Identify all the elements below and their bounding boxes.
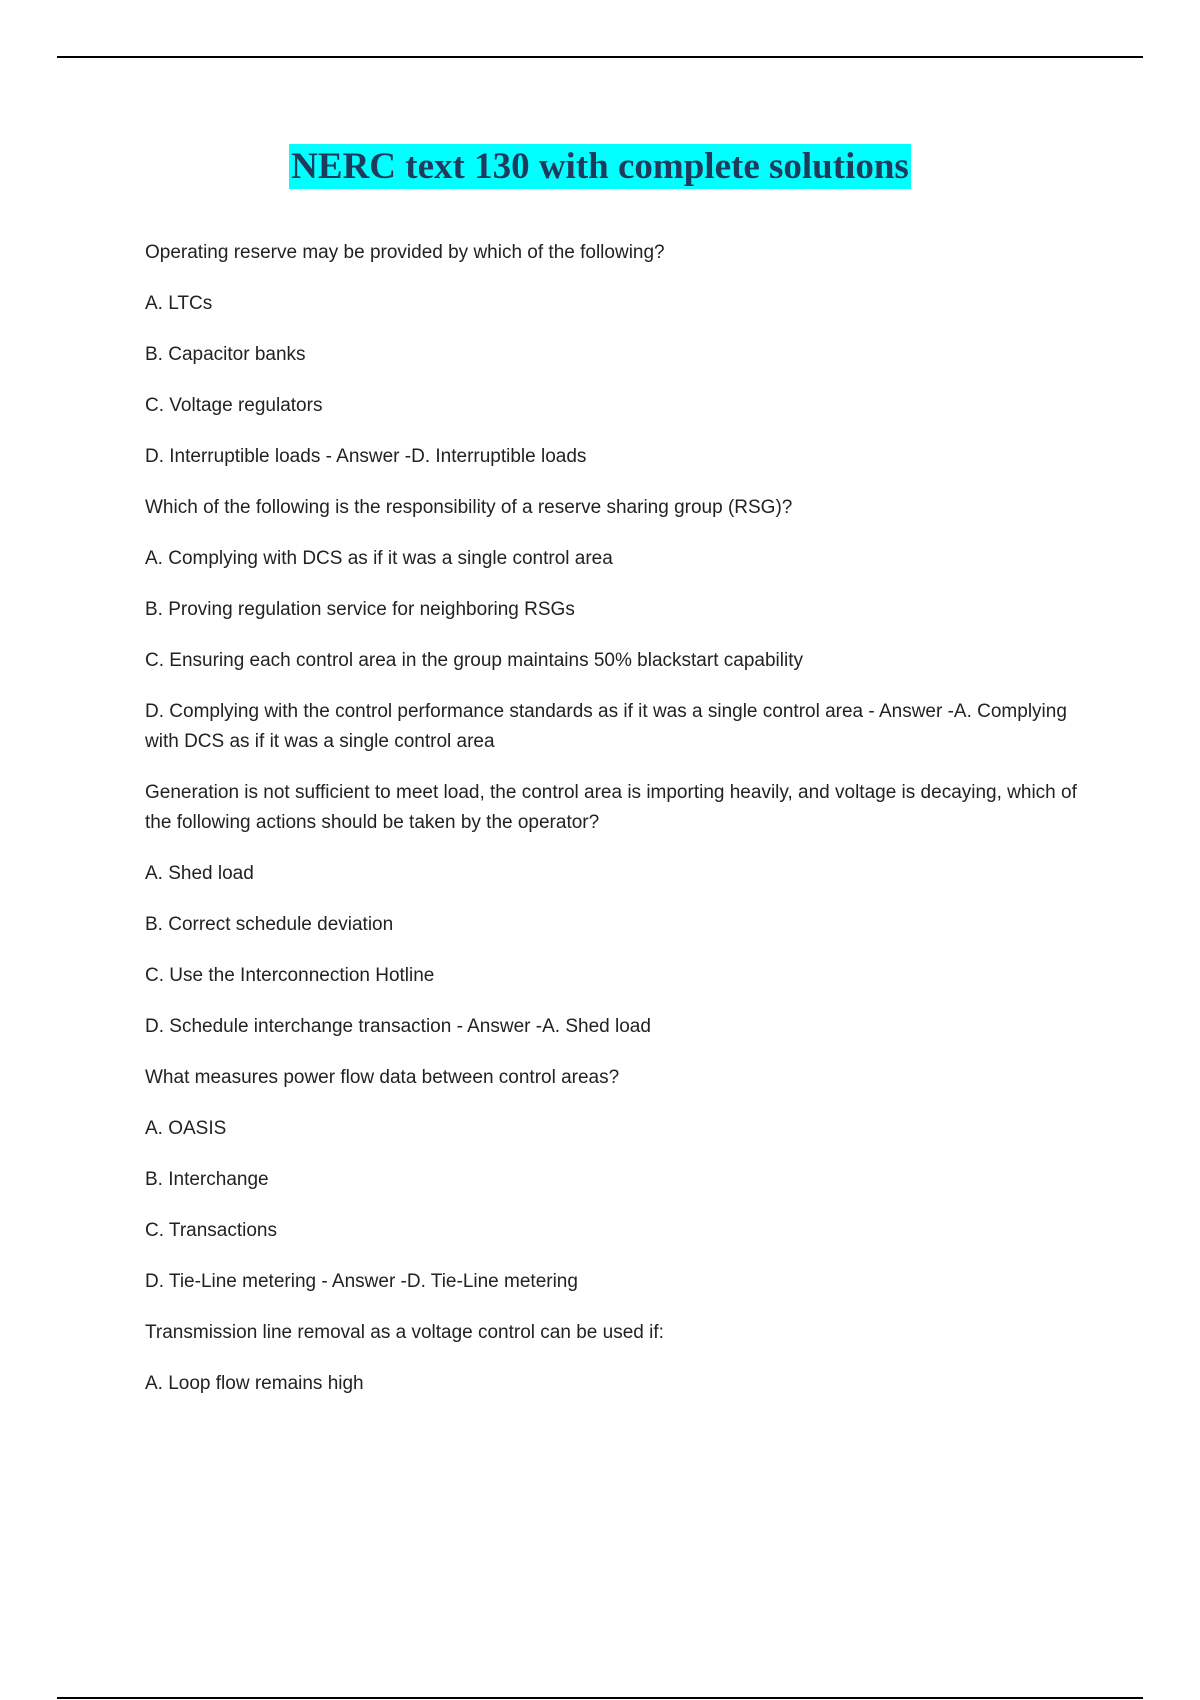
bottom-rule — [57, 1697, 1143, 1699]
question-2: Which of the following is the responsibility of a reserve sharing group (RSG)? — [145, 497, 793, 518]
question-4-option-b: B. Interchange — [145, 1169, 269, 1190]
question-5: Transmission line removal as a voltage control can be used if: — [145, 1322, 664, 1343]
question-1-option-a: A. LTCs — [145, 293, 213, 314]
question-4-option-d-answer: D. Tie-Line metering - Answer -D. Tie-Line metering — [145, 1271, 578, 1292]
question-3: Generation is not sufficient to meet load, the control area is importing heavily, and voltage is decaying, which of the following actions should be taken by the operator? — [145, 782, 1077, 833]
question-1: Operating reserve may be provided by which of the following? — [145, 242, 665, 263]
question-5-option-a: A. Loop flow remains high — [145, 1373, 364, 1394]
question-1-option-b: B. Capacitor banks — [145, 344, 306, 365]
question-4-option-a: A. OASIS — [145, 1118, 227, 1139]
top-rule — [57, 56, 1143, 58]
question-2-option-c: C. Ensuring each control area in the group maintains 50% blackstart capability — [145, 650, 803, 671]
question-2-option-a: A. Complying with DCS as if it was a single control area — [145, 548, 613, 569]
question-3-option-b: B. Correct schedule deviation — [145, 914, 394, 935]
document-body — [145, 238, 1085, 1420]
question-4-option-c: C. Transactions — [145, 1220, 277, 1241]
question-2-option-b: B. Proving regulation service for neighboring RSGs — [145, 599, 575, 620]
title-container — [0, 144, 1200, 189]
document-title: NERC text 130 with complete solutions — [291, 146, 909, 187]
question-3-option-c: C. Use the Interconnection Hotline — [145, 965, 435, 986]
question-1-option-c: C. Voltage regulators — [145, 395, 323, 416]
question-2-option-d-answer: D. Complying with the control performance standards as if it was a single control area - Answer -A. Complying with DCS as if it was a single control area — [145, 701, 1067, 752]
question-4: What measures power flow data between control areas? — [145, 1067, 620, 1088]
question-3-option-d-answer: D. Schedule interchange transaction - Answer -A. Shed load — [145, 1016, 651, 1037]
question-3-option-a: A. Shed load — [145, 863, 254, 884]
question-1-option-d-answer: D. Interruptible loads - Answer -D. Interruptible loads — [145, 446, 587, 467]
